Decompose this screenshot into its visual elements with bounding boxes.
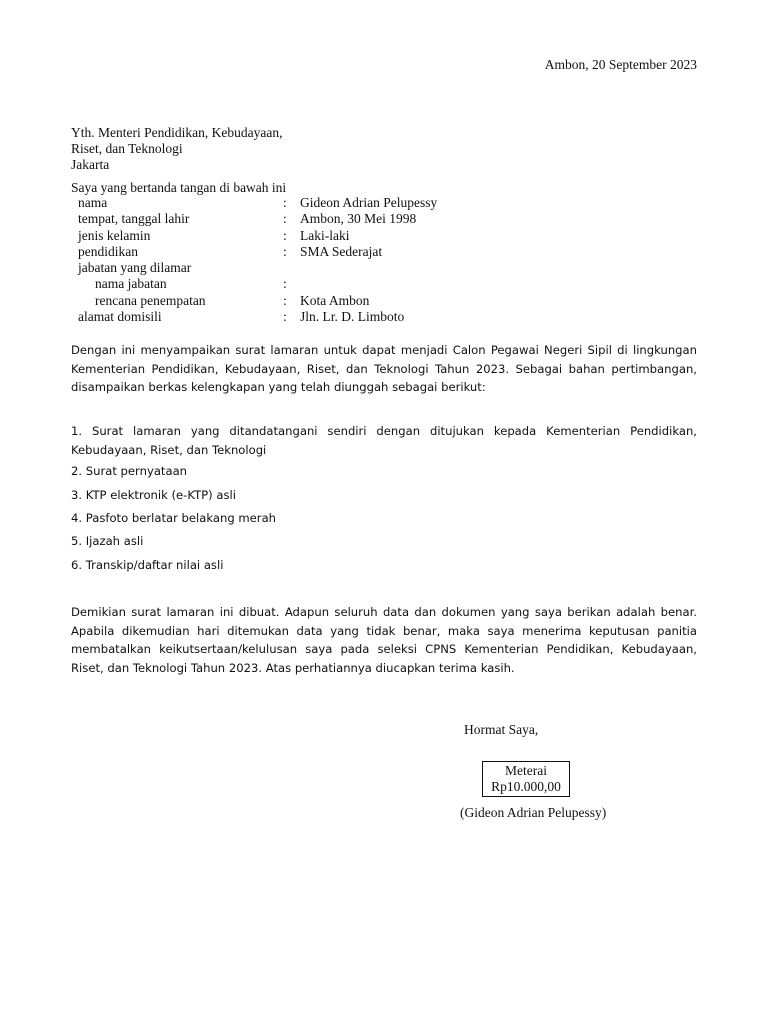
body-paragraph-2: Demikian surat lamaran ini dibuat. Adapun seluruh data dan dokumen yang saya berikan adalah benar. Apabila dikemudian hari ditemukan data yang tidak benar, maka saya menerima keputusan panitia membatalkan keikutsertaan/kelulusan saya pada seleksi CPNS Kementerian Pendidikan, Kebudayaan, Riset, dan Teknologi Tahun 2023. Atas perhatiannya diucapkan terima kasih.	[71, 605, 697, 675]
addressee-city: Jakarta	[71, 157, 110, 172]
list-item: 4. Pasfoto berlatar belakang merah	[71, 511, 277, 525]
field-row-penempatan	[0, 293, 768, 309]
field-colon: :	[283, 292, 287, 308]
addressee-block	[71, 125, 282, 173]
field-value: Gideon Adrian Pelupessy	[300, 195, 438, 210]
field-row-alamat	[0, 309, 768, 325]
place-date: Ambon, 20 September 2023	[544, 57, 697, 72]
field-label: jenis kelamin	[78, 227, 151, 243]
stamp-label: Meterai	[505, 763, 547, 778]
field-row-nama-jabatan	[0, 276, 768, 292]
field-value: Laki-laki	[300, 227, 350, 243]
field-label: alamat domisili	[78, 309, 162, 325]
field-label: pendidikan	[78, 243, 138, 259]
field-value: Ambon, 30 Mei 1998	[300, 211, 417, 227]
intro-line: Saya yang bertanda tangan di bawah ini	[71, 180, 287, 195]
field-colon: :	[283, 211, 287, 227]
field-colon: :	[283, 276, 287, 292]
field-label: rencana penempatan	[95, 292, 206, 308]
field-value: Kota Ambon	[300, 292, 370, 308]
field-row-pendidikan	[0, 244, 768, 260]
stamp-amount: Rp10.000,00	[491, 779, 561, 794]
list-item: 5. Ijazah asli	[71, 534, 144, 548]
stamp-box	[482, 761, 570, 797]
field-colon: :	[283, 243, 287, 259]
field-colon: :	[283, 227, 287, 243]
field-label: tempat, tanggal lahir	[78, 211, 190, 227]
field-row-jenis-kelamin	[0, 228, 768, 244]
field-colon: :	[283, 195, 287, 210]
signer-name: (Gideon Adrian Pelupessy)	[460, 805, 607, 820]
list-item: 3. KTP elektronik (e-KTP) asli	[71, 488, 236, 502]
field-value: SMA Sederajat	[300, 243, 383, 259]
field-colon: :	[283, 309, 287, 325]
addressee-line: Riset, dan Teknologi	[71, 141, 183, 156]
list-item: 6. Transkip/daftar nilai asli	[71, 558, 224, 572]
closing-salutation: Hormat Saya,	[464, 722, 539, 737]
applicant-fields	[0, 195, 768, 325]
addressee-line: Yth. Menteri Pendidikan, Kebudayaan,	[71, 125, 283, 140]
field-label: jabatan yang dilamar	[78, 260, 192, 276]
list-item: 1. Surat lamaran yang ditandatangani sendiri dengan ditujukan kepada Kementerian Pendidikan, Kebudayaan, Riset, dan Teknologi	[71, 424, 697, 457]
field-row-jabatan	[0, 260, 768, 276]
field-label: nama	[78, 195, 108, 210]
field-label: nama jabatan	[95, 276, 167, 292]
field-row-ttl	[0, 211, 768, 227]
field-row-nama	[0, 195, 768, 211]
list-item: 2. Surat pernyataan	[71, 464, 188, 478]
body-paragraph-1: Dengan ini menyampaikan surat lamaran untuk dapat menjadi Calon Pegawai Negeri Sipil di lingkungan Kementerian Pendidikan, Kebudayaan, Riset, dan Teknologi Tahun 2023. Sebagai bahan pertimbangan, disampaikan berkas kelengkapan yang telah diunggah sebagai berikut:	[71, 343, 697, 394]
field-value: Jln. Lr. D. Limboto	[300, 309, 405, 325]
